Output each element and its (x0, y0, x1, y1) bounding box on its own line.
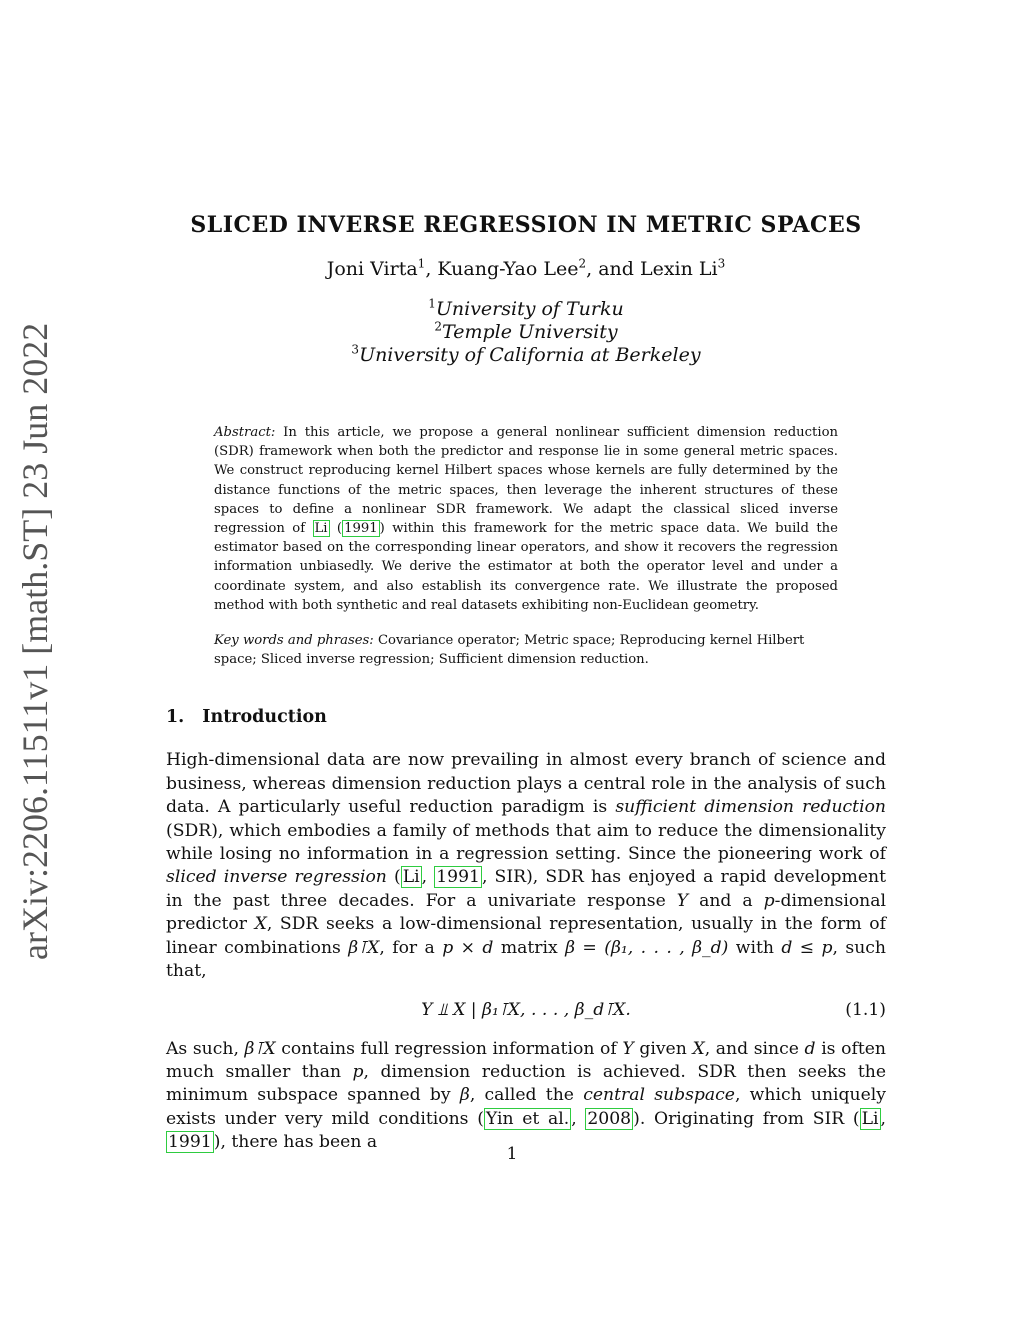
author-mark: 1 (417, 256, 426, 271)
section-number: 1. (166, 707, 185, 728)
citation-link[interactable]: 1991 (168, 1132, 212, 1153)
section-heading (166, 707, 886, 727)
paper-page (166, 212, 886, 1155)
arxiv-identifier: arXiv:2206.11511v1 [math.ST] 23 Jun 2022 (15, 322, 55, 960)
citation-link[interactable]: Yin et al. (485, 1108, 570, 1129)
equation-body: Y ⫫ X | β₁⊺X, . . . , β_d⊺X. (421, 999, 631, 1020)
author-name: Kuang-Yao Lee (437, 258, 579, 280)
citation-link[interactable]: Li (402, 867, 420, 888)
author-mark: 2 (578, 256, 587, 271)
citation-link[interactable]: Li (314, 521, 328, 537)
abstract: Abstract: In this article, we propose a general nonlinear sufficient dimension reduction (SDR) framework when both the predictor and response lie in some general metric spaces. We construct reproducing kernel Hilbert spaces whose kernels are fully determined by the distance functions of the metric spaces, then leverage the inherent structures of these spaces to define a nonlinear SDR framework. We adapt the classical sliced inverse regression of Li ( 1991 ) within this framework for the metric space data. We build the estimator based on the corresponding linear operators, and show it recovers the regression information unbiasedly. We derive the estimator at both the operator level and under a coordinate system, and also establish its convergence rate. We illustrate the proposed method with both synthetic and real datasets exhibiting non-Euclidean geometry. (214, 425, 838, 613)
keywords-label: Key words and phrases: (214, 633, 374, 649)
affiliation: $^3$University of California at Berkeley (351, 342, 701, 366)
affiliation: $^1$University of Turku (428, 296, 624, 320)
author-name: Lexin Li (639, 258, 718, 280)
paper-title: SLICED INVERSE REGRESSION IN METRIC SPACES (190, 212, 862, 238)
citation-link[interactable]: 1991 (436, 867, 480, 888)
citation-link[interactable]: 2008 (587, 1108, 632, 1129)
equation-number: (1.1) (845, 999, 886, 1020)
keywords: Key words and phrases: Covariance operator; Metric space; Reproducing kernel Hilbert space; Sliced inverse regression; Sufficient dimension reduction. (214, 633, 805, 668)
author-name: Joni Virta (326, 258, 418, 280)
citation-link[interactable]: Li (861, 1108, 879, 1129)
arxiv-side-stamp (8, 322, 68, 960)
display-equation (166, 992, 886, 1032)
paragraph: As such, β⊺X contains full regression information of Y given X, and since d is often much smaller than p, dimension reduction is achieved. SDR then seeks the minimum subspace spanned by β, called the central subspace, which uniquely exists under very mild conditions ( Yin et al. , 2008 ). Originating from SIR ( Li , 1991 ), there has been a (166, 1038, 887, 1153)
abstract-label: Abstract: (214, 425, 276, 440)
author-list: Joni Virta$^1$, Kuang-Yao Lee$^2$, and Lexin Li$^3$ (326, 256, 726, 280)
affiliation: $^2$Temple University (434, 319, 618, 343)
author-mark: 3 (717, 256, 726, 271)
section-title: Introduction (202, 707, 327, 728)
affiliation-list (166, 298, 886, 367)
citation-link[interactable]: 1991 (344, 521, 378, 537)
page-number: 1 (506, 1144, 518, 1164)
paragraph: High-dimensional data are now prevailing in almost every branch of science and business, whereas dimension reduction plays a central role in the analysis of such data. A particularly useful reduction paradigm is sufficient dimension reduction (SDR), which embodies a family of methods that aim to reduce the dimensionality while losing no information in a regression setting. Since the pioneering work of sliced inverse regression ( Li , 1991 , SIR), SDR has enjoyed a rapid development in the past three decades. For a univariate response Y and a p-dimensional predictor X, SDR seeks a low-dimensional representation, usually in the form of linear combinations β⊺X, for a p × d matrix β = (β₁, . . . , β_d) with d ≤ p, such that, (166, 750, 886, 982)
